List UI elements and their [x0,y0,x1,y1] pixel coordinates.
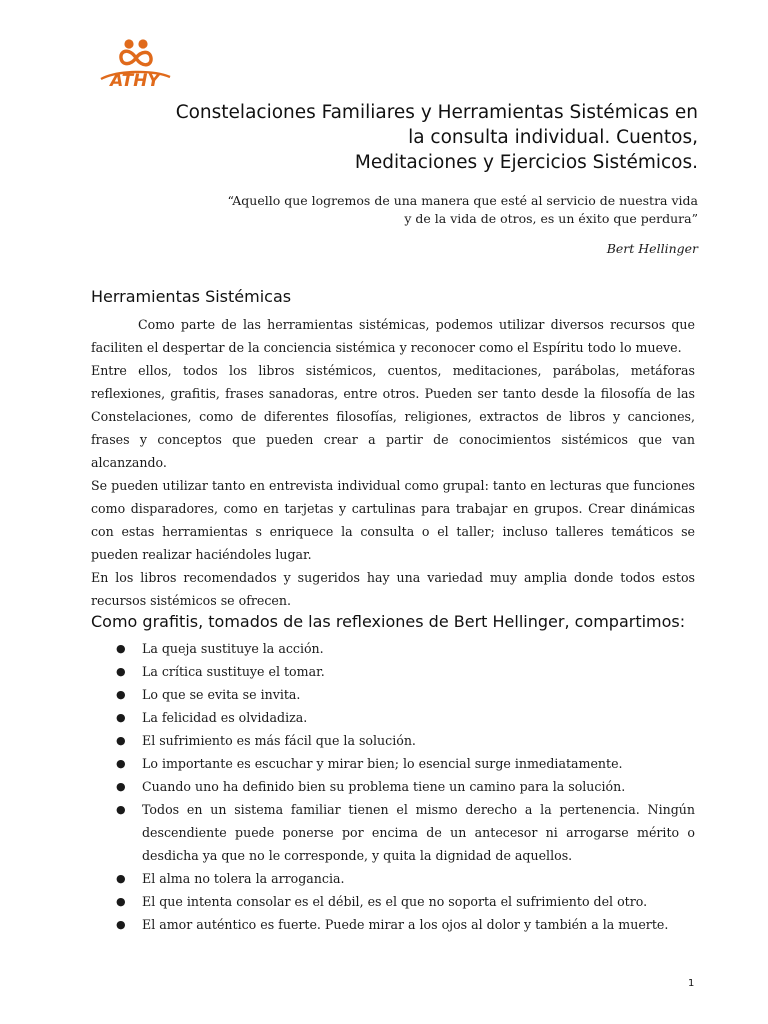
document-title [98,100,698,175]
epigraph-quote-line: “Aquello que logremos de una manera que esté al servicio de nuestra vida [227,193,698,208]
grafiti-item [91,660,695,683]
grafiti-text: Lo que se evita se invita. [142,687,301,702]
section-body-herramientas [91,313,695,612]
body-paragraph: Se pueden utilizar tanto en entrevista individual como grupal: tanto en lecturas que funciones como disparadores, como en tarjetas y cartulinas para trabajar en grupos. Crear dinámicas con estas herramientas s enriquece la consulta o el taller; incluso talleres temáticos se pueden realizar haciéndoles lugar. [91,478,695,562]
bullet-icon: ● [116,665,126,678]
logo-figure-head-right [138,39,147,48]
page-number: 1 [688,978,695,989]
grafiti-text: El alma no tolera la arrogancia. [142,871,345,886]
logo-wordmark: ATHY [110,71,160,90]
bullet-icon: ● [116,895,126,908]
grafiti-text: El amor auténtico es fuerte. Puede mirar a los ojos al dolor y también a la muerte. [142,917,669,932]
bullet-icon: ● [116,780,126,793]
grafiti-item [91,729,695,752]
grafiti-item [91,775,695,798]
bullet-icon: ● [116,803,126,816]
grafiti-item [91,890,695,913]
bullet-icon: ● [116,734,126,747]
grafiti-item [91,752,695,775]
bullet-icon: ● [116,872,126,885]
section-heading-grafitis: Como grafitis, tomados de las reflexiones de Bert Hellinger, compartimos: [91,612,686,631]
grafiti-item [91,913,695,936]
grafiti-item [91,706,695,729]
body-paragraph: Como parte de las herramientas sistémicas, podemos utilizar diversos recursos que faciliten el despertar de la conciencia sistémica y reconocer como el Espíritu todo lo mueve. [91,317,695,355]
grafiti-item [91,798,695,867]
section-heading-herramientas: Herramientas Sistémicas [91,287,292,306]
body-paragraph: En los libros recomendados y sugeridos hay una variedad muy amplia donde todos estos recursos sistémicos se ofrecen. [91,570,695,608]
grafiti-text: Todos en un sistema familiar tienen el mismo derecho a la pertenencia. Ningún descendiente puede ponerse por encima de un antecesor ni arrogarse mérito o desdicha ya que no le corresponde, y quita la dignidad de aquellos. [142,802,695,863]
grafiti-text: Cuando uno ha definido bien su problema tiene un camino para la solución. [142,779,626,794]
grafiti-item [91,637,695,660]
grafiti-text: La felicidad es olvidadiza. [142,710,308,725]
athy-logo-mark [98,36,172,90]
bullet-icon: ● [116,642,126,655]
bullet-icon: ● [116,688,126,701]
document-title-line: Constelaciones Familiares y Herramientas Sistémicas en [175,102,698,123]
logo-figure-head-left [124,39,133,48]
document-title-line: Meditaciones y Ejercicios Sistémicos. [354,152,698,173]
grafiti-text: El que intenta consolar es el débil, es el que no soporta el sufrimiento del otro. [142,894,648,909]
logo-infinity-shape [121,51,151,65]
body-paragraph: Entre ellos, todos los libros sistémicos, cuentos, meditaciones, parábolas, metáforas reflexiones, grafitis, frases sanadoras, entre otros. Pueden ser tanto desde la filosofía de las Constelaciones, como de diferentes filosofías, religiones, extractos de libros y canciones, frases y conceptos que pueden crear a partir de conocimientos sistémicos que van alcanzando. [91,363,695,470]
epigraph-author: Bert Hellinger [606,241,698,256]
epigraph-quote-line: y de la vida de otros, es un éxito que perdura” [404,211,698,226]
grafiti-item [91,867,695,890]
epigraph-quote [138,192,698,228]
bullet-icon: ● [116,757,126,770]
bullet-icon: ● [116,918,126,931]
athy-logo [98,36,172,90]
grafiti-item [91,683,695,706]
grafiti-text: Lo importante es escuchar y mirar bien; lo esencial surge inmediatamente. [142,756,623,771]
grafiti-text: La crítica sustituye el tomar. [142,664,325,679]
grafiti-text: La queja sustituye la acción. [142,641,324,656]
document-title-line: la consulta individual. Cuentos, [408,127,698,148]
grafiti-text: El sufrimiento es más fácil que la solución. [142,733,416,748]
grafitis-list [91,637,695,936]
bullet-icon: ● [116,711,126,724]
